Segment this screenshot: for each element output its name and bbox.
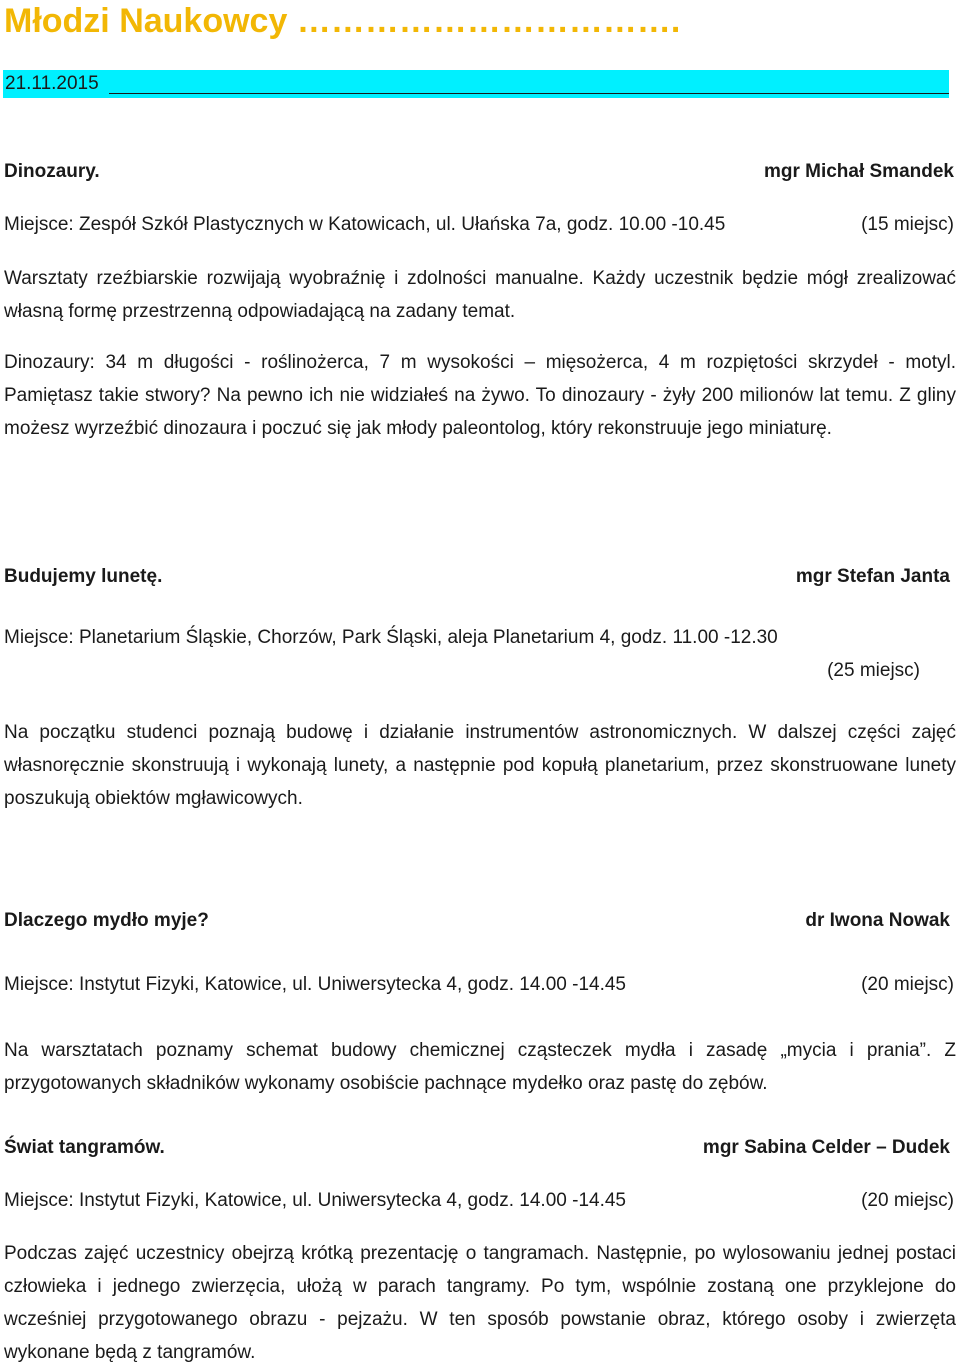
section-instructor: mgr Stefan Janta bbox=[795, 566, 950, 587]
section-seats: (20 miejsc) bbox=[861, 974, 954, 995]
section-location: Miejsce: Instytut Fizyki, Katowice, ul. Uniwersytecka 4, godz. 14.00 -14.45 bbox=[4, 1190, 626, 1211]
section-seats: (15 miejsc) bbox=[861, 214, 954, 235]
section-instructor: mgr Michał Smandek bbox=[763, 161, 954, 182]
event-date: 21.11.2015 bbox=[5, 73, 99, 94]
section-paragraph: Dinozaury: 34 m długości - roślinożerca, 7 m wysokości – mięsożerca, 4 m rozpiętości skrzydeł - motyl. Pamiętasz takie stwory? Na pewno ich nie widziałeś na żywo. To dinozaury - żyły 200 milionów lat temu. Z gliny możesz wyrzeźbić dinozaura i poczuć się jak młody paleontolog, który rekonstruuje jego miniaturę. bbox=[4, 352, 956, 439]
section-location: Miejsce: Planetarium Śląskie, Chorzów, Park Śląski, aleja Planetarium 4, godz. 11.00 -12.30 bbox=[4, 627, 778, 648]
section-location: Miejsce: Instytut Fizyki, Katowice, ul. Uniwersytecka 4, godz. 14.00 -14.45 bbox=[4, 974, 626, 995]
section-paragraph: Na warsztatach poznamy schemat budowy chemicznej cząsteczek mydła i zasadę „mycia i prania”. Z przygotowanych składników wykonamy osobiście pachnące mydełko oraz pastę do zębów. bbox=[4, 1040, 956, 1094]
section-title: Dlaczego mydło myje? bbox=[4, 910, 209, 931]
section-title: Dinozaury. bbox=[4, 161, 100, 182]
date-underline bbox=[109, 93, 949, 94]
section-instructor: dr Iwona Nowak bbox=[805, 910, 950, 931]
section-paragraph: Na początku studenci poznają budowę i działanie instrumentów astronomicznych. W dalszej części zajęć własnoręcznie skonstruują i wykonają lunety, a następnie pod kopułą planetarium, przez skonstruowane lunety poszukują obiektów mgławicowych. bbox=[4, 722, 956, 809]
section-paragraph: Warsztaty rzeźbiarskie rozwijają wyobraźnię i zdolności manualne. Każdy uczestnik będzie mógł zrealizować własną formę przestrzenną odpowiadającą na zadany temat. bbox=[4, 268, 956, 322]
section-seats: (20 miejsc) bbox=[861, 1190, 954, 1211]
section-paragraph: Podczas zajęć uczestnicy obejrzą krótką prezentację o tangramach. Następnie, po wylosowaniu jednej postaci człowieka i jednego zwierzęcia, ułożą w parach tangramy. Po tym, wspólnie zostaną one przyklejone do wcześniej przygotowanego obrazu - pejzażu. W ten sposób powstanie obraz, którego osoby i zwierzęta wykonane będą z tangramów. bbox=[4, 1243, 956, 1363]
section-seats: (25 miejsc) bbox=[827, 660, 920, 681]
section-instructor: mgr Sabina Celder – Dudek bbox=[702, 1137, 950, 1158]
section-title: Świat tangramów. bbox=[4, 1137, 165, 1158]
date-highlight-bar bbox=[3, 70, 949, 98]
section-location: Miejsce: Zespół Szkół Plastycznych w Katowicach, ul. Ułańska 7a, godz. 10.00 -10.45 bbox=[4, 214, 726, 235]
page-title: Młodzi Naukowcy ……………………………. bbox=[4, 2, 681, 40]
section-title: Budujemy lunetę. bbox=[4, 566, 163, 587]
